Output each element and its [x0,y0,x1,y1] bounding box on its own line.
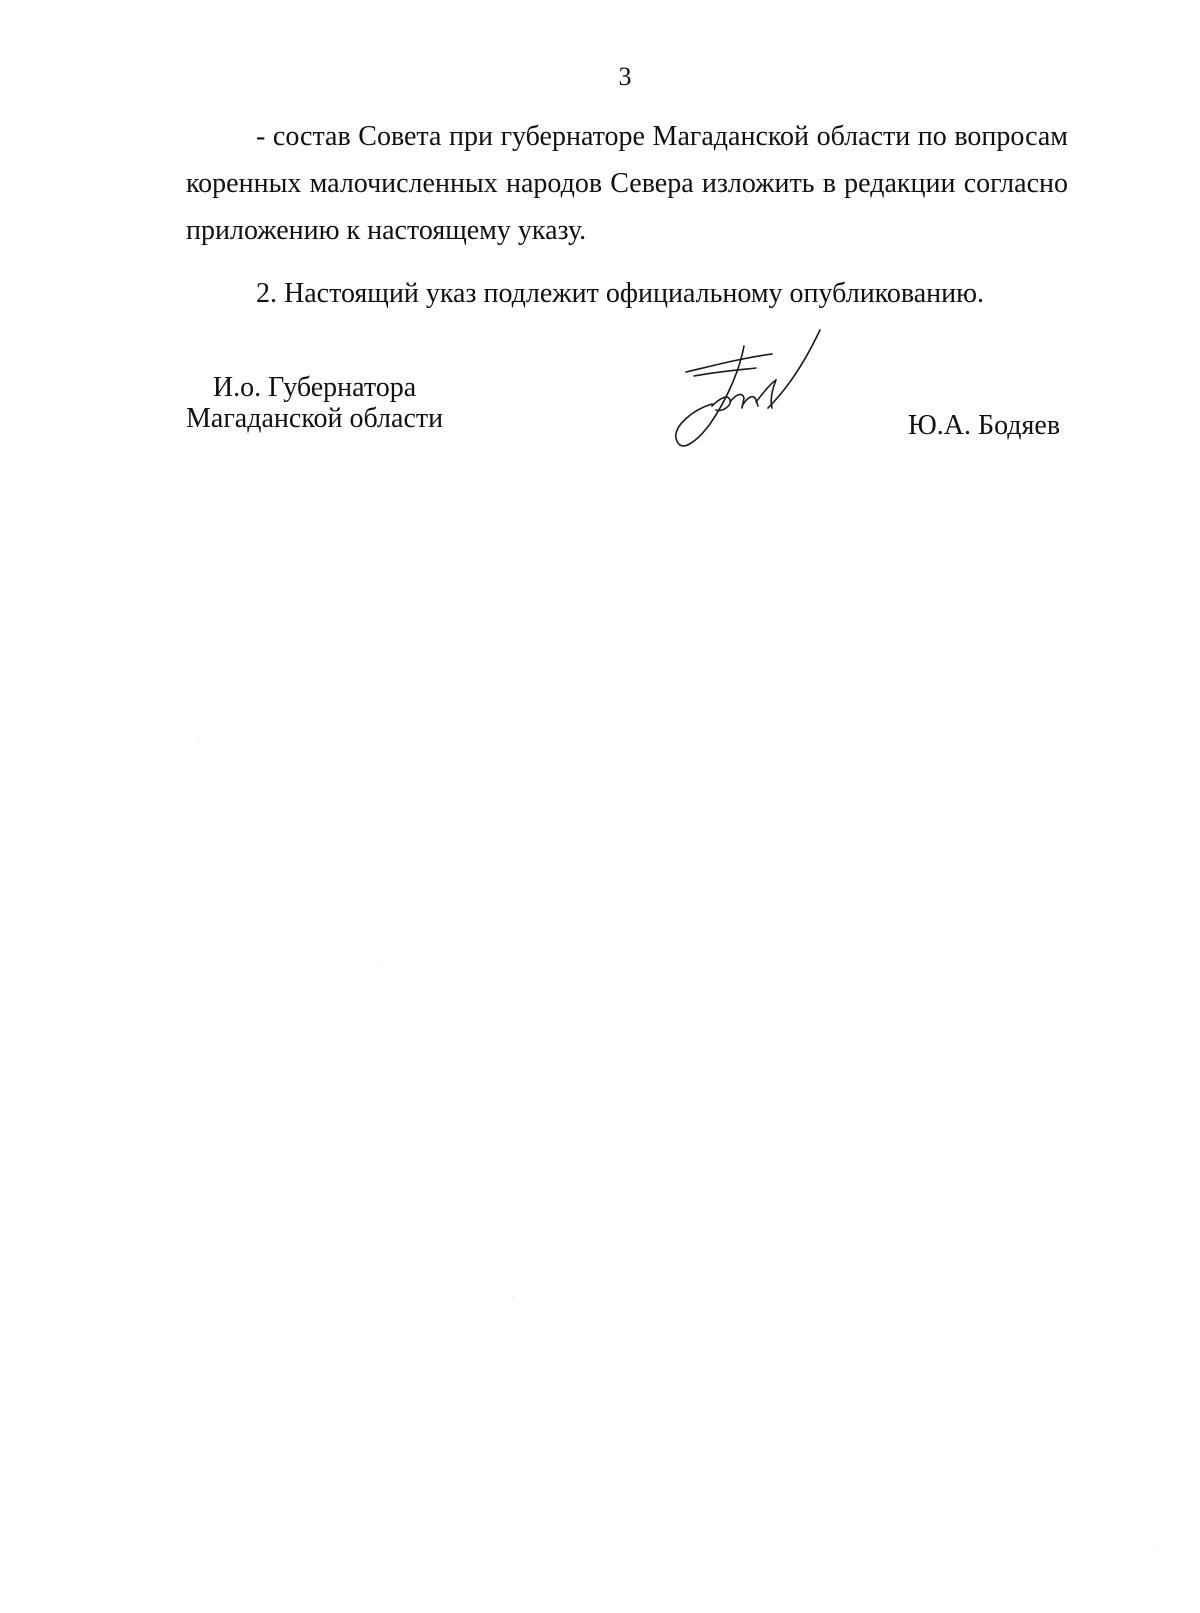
scan-speck [1158,1545,1159,1546]
scan-speck [512,1296,513,1297]
scan-speck [198,740,199,741]
signatory-position-line-2: Магаданской области [186,403,444,434]
handwritten-signature [672,328,872,468]
signer-name: Ю.А. Бодяев [908,410,1061,441]
paragraph-publication: 2. Настоящий указ подлежит официальному опубликованию. [256,278,985,309]
scan-speck [378,965,379,966]
page-number: 3 [618,62,632,91]
document-body [186,113,1068,317]
paragraph-council-composition: - состав Совета при губернаторе Магаданской области по вопросам коренных малочисленных народов Севера изложить в редакции согласно приложению к настоящему указу. [186,121,1068,246]
signatory-position-line-1: И.о. Губернатора [212,372,417,403]
signatory-position [186,372,443,434]
